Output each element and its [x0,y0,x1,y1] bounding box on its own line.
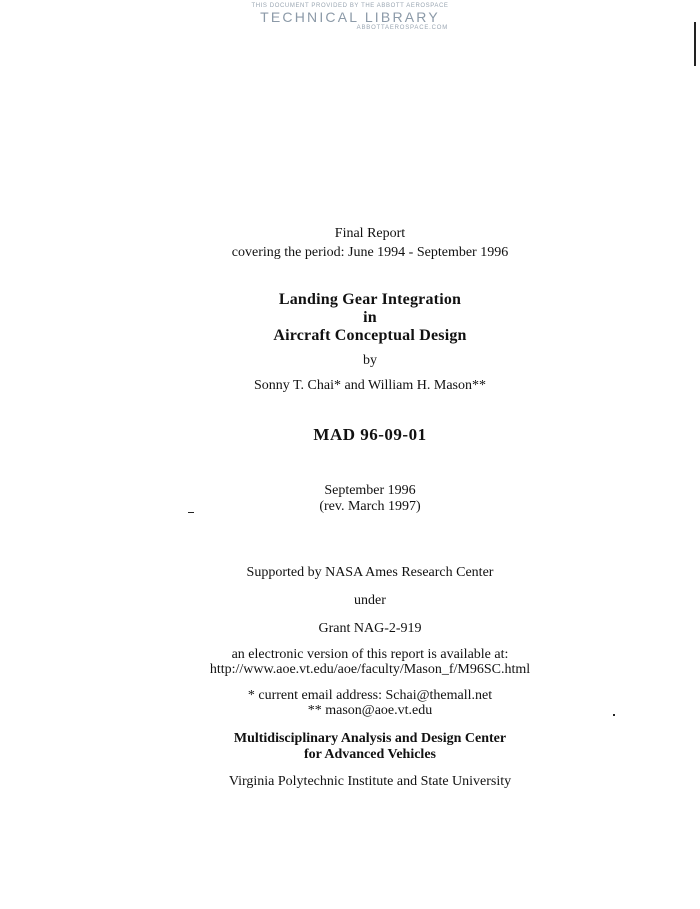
scan-dash-mark [188,512,194,513]
title-line-1: Landing Gear Integration [278,291,462,308]
report-date: September 1996 [324,483,416,498]
watermark-url: ABBOTTAEROSPACE.COM [356,25,448,31]
title-line-3: Aircraft Conceptual Design [273,327,467,344]
grant-number: Grant NAG-2-919 [318,621,422,636]
watermark [230,2,470,32]
by-label: by [363,353,377,368]
watermark-library: TECHNICAL LIBRARY [260,9,440,25]
email-chai: * current email address: Schai@themall.net [247,688,493,703]
institution: Virginia Polytechnic Institute and State University [228,774,512,789]
authors: Sonny T. Chai* and William H. Mason** [254,378,486,393]
report-type: Final Report [334,226,406,241]
under-label: under [354,593,386,608]
title-line-2: in [363,309,377,326]
electronic-url: http://www.aoe.vt.edu/aoe/faculty/Mason_f/M96SC.html [209,662,531,677]
report-period: covering the period: June 1994 - September 1996 [231,245,509,260]
report-revision: (rev. March 1997) [319,499,421,514]
email-mason: ** mason@aoe.vt.edu [307,703,433,718]
center-name-line-2: for Advanced Vehicles [304,747,436,762]
electronic-note: an electronic version of this report is available at: [231,647,509,662]
report-number: MAD 96-09-01 [313,425,427,444]
support-statement: Supported by NASA Ames Research Center [246,565,494,580]
scan-edge-mark [694,22,696,66]
watermark-provided-by: THIS DOCUMENT PROVIDED BY THE ABBOTT AEROSPACE [251,3,449,9]
center-name-line-1: Multidisciplinary Analysis and Design Center [233,731,507,746]
scan-dot-mark [613,714,615,716]
